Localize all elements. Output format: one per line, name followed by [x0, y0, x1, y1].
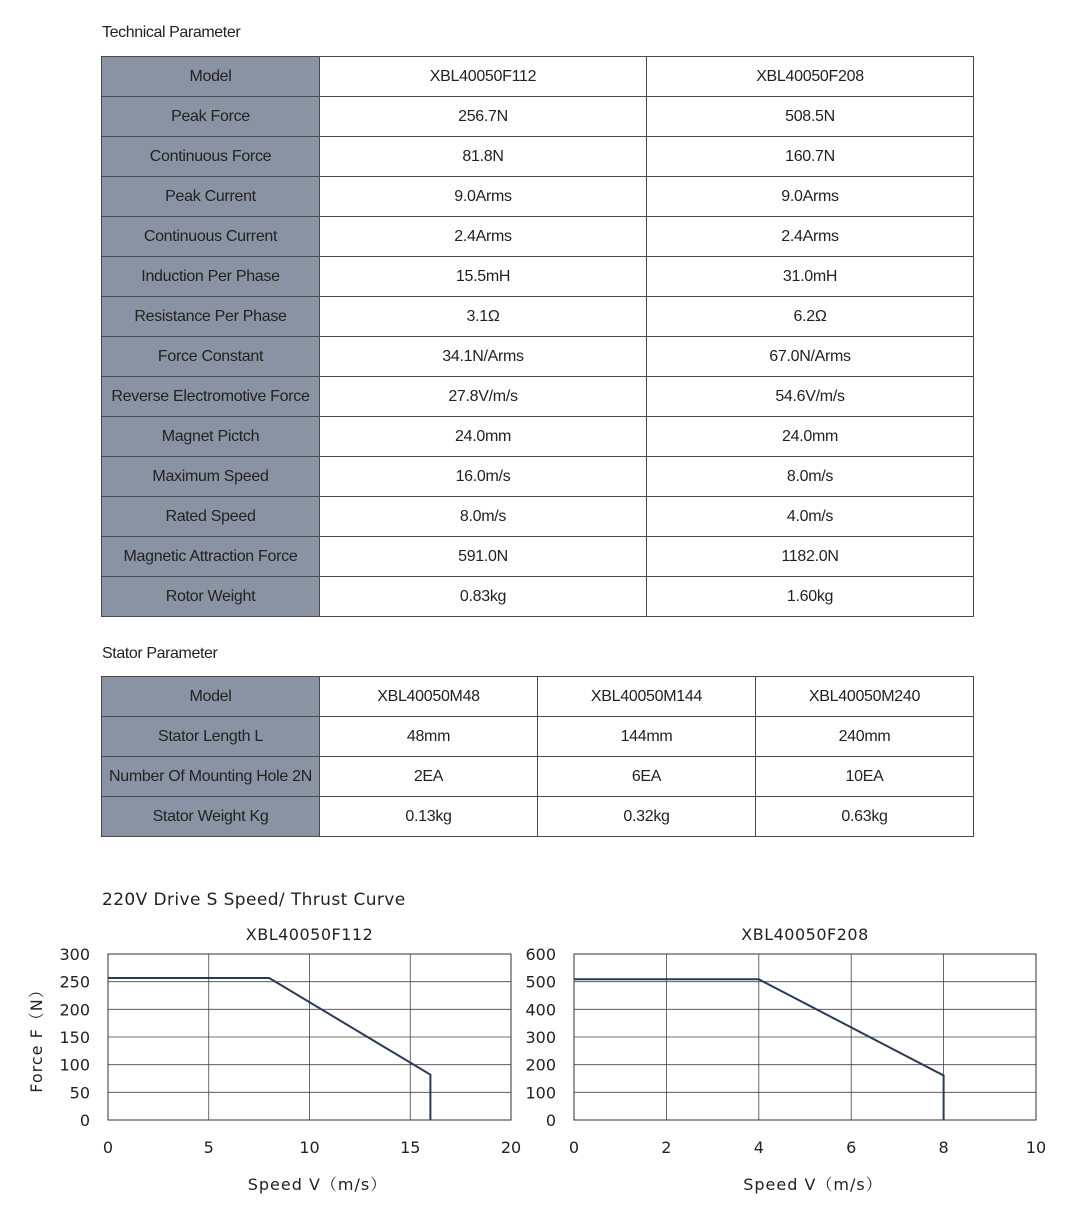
- technical-row: [102, 417, 974, 457]
- technical-cell: 34.1N/Arms: [320, 337, 647, 377]
- technical-cell: 24.0mm: [320, 417, 647, 457]
- stator-cell: XBL40050M48: [320, 677, 538, 717]
- technical-cell: 8.0m/s: [647, 457, 974, 497]
- chart-2-xtick-label: 0: [568, 1138, 580, 1157]
- technical-row-label: Resistance Per Phase: [102, 297, 320, 337]
- thrust-curve-charts: [0, 915, 1072, 1215]
- chart-2-ytick-label: 0: [545, 1111, 556, 1130]
- technical-cell: 508.5N: [647, 97, 974, 137]
- chart-1-ytick-label: 50: [69, 1083, 90, 1103]
- stator-row-label: Model: [102, 677, 320, 717]
- chart-1-series-line: [108, 978, 430, 1120]
- technical-cell: 24.0mm: [647, 417, 974, 457]
- stator-cell: 0.63kg: [756, 797, 974, 837]
- chart-1-xtick-label: 15: [400, 1138, 421, 1157]
- technical-row-label: Peak Force: [102, 97, 320, 137]
- chart-2-ytick-label: 100: [525, 1083, 556, 1103]
- stator-cell: 10EA: [756, 757, 974, 797]
- technical-cell: 0.83kg: [320, 577, 647, 617]
- chart-2-xtick-label: 8: [938, 1138, 949, 1157]
- technical-row: [102, 57, 974, 97]
- chart-1-ytick-label: 100: [59, 1055, 90, 1075]
- technical-cell: 9.0Arms: [647, 177, 974, 217]
- chart-1-ytick-label: 150: [59, 1028, 90, 1047]
- chart-1-ytick-label: 250: [59, 972, 90, 992]
- chart-2-ytick-label: 200: [525, 1055, 556, 1075]
- technical-parameter-table: [101, 56, 974, 617]
- stator-row: [102, 797, 974, 837]
- chart-2-xtick-label: 6: [846, 1138, 857, 1157]
- stator-row-label: Stator Weight Kg: [102, 797, 320, 837]
- stator-row: [102, 677, 974, 717]
- chart-1-xtick-label: 0: [102, 1138, 114, 1157]
- technical-cell: 31.0mH: [647, 257, 974, 297]
- chart-1-xlabel: Speed V（m/s）: [247, 1175, 388, 1194]
- chart-2-ytick-label: 600: [525, 945, 556, 964]
- technical-row: [102, 137, 974, 177]
- stator-cell: 2EA: [320, 757, 538, 797]
- technical-row-label: Force Constant: [102, 337, 320, 377]
- thrust-curve-title: 220V Drive S Speed/ Thrust Curve: [102, 890, 406, 910]
- chart-1-ytick-label: 0: [79, 1111, 90, 1130]
- technical-cell: 2.4Arms: [647, 217, 974, 257]
- stator-row-label: Stator Length L: [102, 717, 320, 757]
- technical-cell: 1182.0N: [647, 537, 974, 577]
- technical-row: [102, 337, 974, 377]
- chart-1-ytick-label: 300: [59, 945, 90, 964]
- technical-row-label: Rated Speed: [102, 497, 320, 537]
- technical-parameter-title: Technical Parameter: [102, 24, 241, 41]
- technical-row: [102, 257, 974, 297]
- technical-row-label: Reverse Electromotive Force: [102, 377, 320, 417]
- technical-row-label: Maximum Speed: [102, 457, 320, 497]
- stator-cell: 144mm: [538, 717, 756, 757]
- technical-row-label: Peak Current: [102, 177, 320, 217]
- technical-row: [102, 497, 974, 537]
- stator-cell: 240mm: [756, 717, 974, 757]
- technical-row: [102, 97, 974, 137]
- technical-cell: 8.0m/s: [320, 497, 647, 537]
- technical-row-label: Magnetic Attraction Force: [102, 537, 320, 577]
- stator-row-label: Number Of Mounting Hole 2N: [102, 757, 320, 797]
- technical-row-label: Continuous Current: [102, 217, 320, 257]
- technical-cell: 256.7N: [320, 97, 647, 137]
- technical-row: [102, 577, 974, 617]
- technical-cell: 591.0N: [320, 537, 647, 577]
- technical-row-label: Model: [102, 57, 320, 97]
- technical-cell: 16.0m/s: [320, 457, 647, 497]
- stator-row: [102, 717, 974, 757]
- stator-cell: XBL40050M144: [538, 677, 756, 717]
- stator-cell: 0.32kg: [538, 797, 756, 837]
- stator-cell: 48mm: [320, 717, 538, 757]
- technical-cell: 9.0Arms: [320, 177, 647, 217]
- stator-cell: 6EA: [538, 757, 756, 797]
- stator-cell: XBL40050M240: [756, 677, 974, 717]
- stator-cell: 0.13kg: [320, 797, 538, 837]
- chart-1-title: XBL40050F112: [245, 925, 374, 944]
- technical-cell: XBL40050F208: [647, 57, 974, 97]
- technical-row: [102, 177, 974, 217]
- technical-cell: 27.8V/m/s: [320, 377, 647, 417]
- chart-1-ytick-label: 200: [59, 1000, 90, 1020]
- chart-2-ytick-label: 300: [525, 1028, 556, 1047]
- technical-cell: 1.60kg: [647, 577, 974, 617]
- technical-cell: 54.6V/m/s: [647, 377, 974, 417]
- stator-parameter-table: [101, 676, 974, 837]
- technical-row-label: Induction Per Phase: [102, 257, 320, 297]
- technical-row-label: Continuous Force: [102, 137, 320, 177]
- chart-2-ytick-label: 500: [525, 972, 556, 992]
- technical-row-label: Rotor Weight: [102, 577, 320, 617]
- chart-2-ytick-label: 400: [525, 1000, 556, 1020]
- technical-row: [102, 537, 974, 577]
- technical-cell: 3.1Ω: [320, 297, 647, 337]
- chart-1-xtick-label: 10: [299, 1138, 320, 1157]
- technical-cell: 81.8N: [320, 137, 647, 177]
- chart-2-xtick-label: 10: [1025, 1138, 1047, 1157]
- technical-cell: 160.7N: [647, 137, 974, 177]
- chart-2-xtick-label: 2: [661, 1138, 672, 1157]
- chart-2-title: XBL40050F208: [741, 925, 869, 944]
- technical-row: [102, 217, 974, 257]
- chart-1-xtick-label: 5: [203, 1138, 214, 1157]
- technical-row: [102, 457, 974, 497]
- technical-cell: 67.0N/Arms: [647, 337, 974, 377]
- technical-cell: 15.5mH: [320, 257, 647, 297]
- chart-1-xtick-label: 20: [500, 1138, 522, 1157]
- technical-row-label: Magnet Pictch: [102, 417, 320, 457]
- chart-2-xtick-label: 4: [753, 1138, 764, 1157]
- technical-cell: 2.4Arms: [320, 217, 647, 257]
- technical-cell: XBL40050F112: [320, 57, 647, 97]
- technical-cell: 6.2Ω: [647, 297, 974, 337]
- technical-row: [102, 297, 974, 337]
- technical-row: [102, 377, 974, 417]
- stator-parameter-title: Stator Parameter: [102, 645, 218, 662]
- chart-1-ylabel: Force F（N）: [27, 981, 46, 1093]
- technical-cell: 4.0m/s: [647, 497, 974, 537]
- chart-2-xlabel: Speed V（m/s）: [743, 1175, 883, 1194]
- stator-row: [102, 757, 974, 797]
